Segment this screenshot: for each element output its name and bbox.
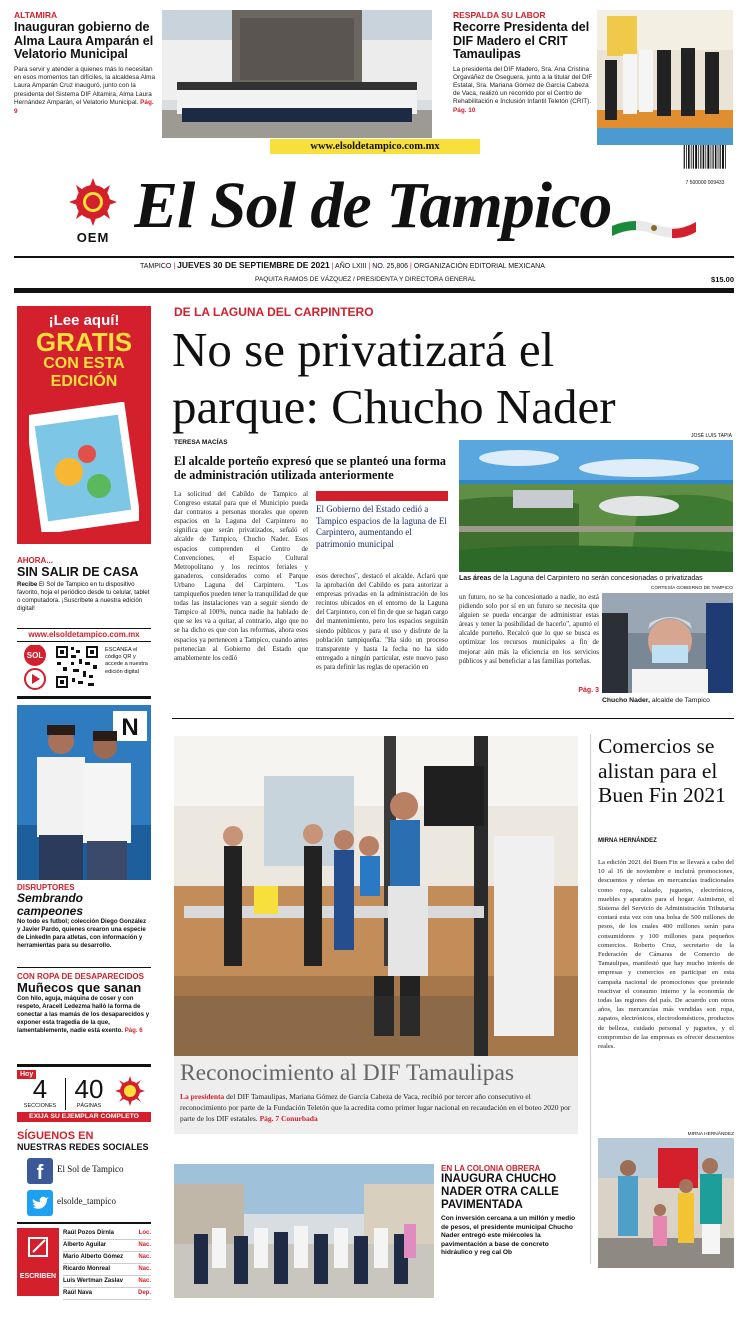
counts-divider [65, 1078, 66, 1110]
sidebar-rule-1 [17, 696, 151, 699]
twitter-row[interactable] [27, 1190, 151, 1216]
lead-column-3 [459, 593, 599, 708]
desaparecidos-body [17, 995, 151, 1035]
social-box [17, 1130, 151, 1222]
laguna-caption-bold: Las áreas [459, 575, 492, 582]
teaser-left[interactable] [14, 10, 156, 140]
pullquote-text: El Gobierno del Estado cedió a Tampico espacios de la laguna de El Carpintero, aumentando el patrimonio municipal [316, 504, 447, 549]
laguna-caption-text: de la Laguna del Carpintero no serán concesionadas o privatizadas [493, 575, 703, 582]
escriben-row[interactable] [63, 1288, 151, 1300]
dateline-city: TAMPICO [140, 263, 172, 270]
teaser-left-body-text: Para servir y atender a quienes más lo necesitan en esos momentos tan difíciles, la alcaldesa Alma Laura Amparán Cruz inauguró, junto con la presidenta del Sistema DIF Altamira, Alma Laura Hernández Amparán, el Velatorio Municipal. [14, 65, 156, 107]
colonia-photo[interactable] [174, 1164, 434, 1298]
dateline-org: ORGANIZACIÓN EDITORIAL MEXICANA [413, 263, 545, 270]
website-banner[interactable]: www.elsoldetampico.com.mx [270, 139, 480, 154]
nader-credit: CORTESÍA GOBIERNO DE TAMPICO [650, 586, 733, 591]
ahora-body [17, 581, 151, 613]
masthead-title[interactable]: El Sol de Tampico [134, 169, 612, 242]
ahora-text: El Sol de Tampico en tu dispositivo favorito, hoja el periódico desde tu celular, tablet o computadora. ¡Suscríbete a nuestra edición digital! [17, 581, 150, 612]
facebook-row[interactable] [27, 1158, 151, 1184]
qr-block[interactable] [17, 643, 151, 693]
comercios-headline[interactable]: Comercios se alistan para el Buen Fin 2021 [598, 734, 726, 807]
dateline-director: PAQUITA RAMOS DE VÁZQUEZ / PRESIDENTA Y DIRECTORA GENERAL [255, 276, 476, 283]
svg-text:f: f [36, 1162, 44, 1184]
colonia-kicker: EN LA COLONIA OBRERA [441, 1164, 541, 1173]
escriben-section: Nac. [138, 1254, 151, 1260]
ahora-bold: Recibe [17, 581, 38, 588]
comercios-photo[interactable] [598, 1138, 734, 1268]
lead-kicker: DE LA LAGUNA DEL CARPINTERO [174, 305, 374, 319]
comercios-byline: MIRNA HERNÁNDEZ [598, 838, 657, 844]
app-icons [21, 645, 49, 691]
lead-headline[interactable] [172, 321, 737, 435]
escriben-list [63, 1228, 151, 1300]
street-photo [174, 1164, 434, 1298]
escriben-name: Alberto Aguilar [63, 1242, 107, 1248]
lead-column-3-page[interactable]: Pág. 3 [578, 687, 599, 694]
ahora-kicker: AHORA... [17, 556, 53, 565]
lead-deck: El alcalde porteño expresó que se planteó una forma de administración utilizada anteriormente [174, 454, 446, 482]
sun-small-icon [115, 1076, 145, 1106]
flag-icon [610, 210, 698, 244]
colonia-body: Con inversión cercana a un millón y medio de pesos, el presidente municipal Chucho Nader entregó este miércoles la pavimentación a base de concreto hidráulico y reg cal Ob [441, 1215, 576, 1257]
comercios-credit: MIRNA HERNÁNDEZ [687, 1132, 734, 1137]
barcode-digits: 7 500000 009433 [685, 180, 725, 186]
barcode-icon [677, 145, 733, 175]
facebook-handle[interactable]: El Sol de Tampico [57, 1164, 124, 1174]
pages-label: PÁGINAS [76, 1103, 102, 1109]
lead-photo-credit: JOSÉ LUIS TAPIA [691, 433, 732, 439]
colonia-block[interactable] [441, 1164, 581, 1298]
twitter-handle[interactable]: elsolde_tampico [57, 1196, 116, 1206]
dif-photo[interactable] [174, 736, 578, 1056]
disruptores-kicker: DISRUPTORES [17, 883, 75, 892]
promo-line2: GRATIS [35, 327, 133, 357]
lead-column-1: La solicitud del Cabildo de Tampico al Congreso estatal para que el Municipio pueda dar contratos a personas morales que operen espacios en la Laguna del Carpintero no significa que serán privatizados, señaló el alcalde de Tampico, Chucho Nader. Esos espacios comprenden el Centro de Convenciones, el Espacio Cultural Metropolitano y los recintos feriales y ganaderos, considerados como el Parque Urbano Laguna del Carpintero. "Los tampiqueños pueden tener la tranquilidad de que todas las instalaciones van a seguir siendo de Tampico al 100%, nunca nadie ha hablado de que se les va a quitar, al contrario, algo que no se ha dicho es que con las reformas, ahora esos espacios ya pertenecen a Tampico, cuando antes pertenecían al Gobierno del Estado que amablemente los cedió [174, 491, 308, 662]
teaser-left-kicker: ALTAMIRA [14, 10, 58, 20]
sidebar-rule-2 [17, 967, 151, 968]
lead-pullquote [316, 491, 448, 550]
ahora-title: SIN SALIR DE CASA [17, 565, 139, 579]
ahora-url[interactable]: www.elsoldetampico.com.mx [17, 628, 151, 642]
oem-label: OEM [76, 230, 110, 245]
desaparecidos-body-text: Con hilo, aguja, máquina de coser y con respeto, Aracell Ledezma halló la forma de conectar a las mamás de los desaparecidos y exponer esta tragedia de la que, lamentablemente, nadie está exento. [17, 995, 150, 1034]
escriben-label: ESCRIBEN [19, 1273, 57, 1280]
escriben-row[interactable] [63, 1276, 151, 1288]
escriben-section: Nac. [138, 1242, 151, 1248]
teaser-right-body [453, 66, 593, 115]
desaparecidos[interactable] [17, 972, 151, 1062]
pen-icon [17, 1228, 59, 1268]
dif-body [180, 1091, 572, 1124]
lead-column-2: esos derechos", destacó el alcalde. Aclaró que la aprobación del Cabildo es para autorizar a empresas privadas en la administración de los recintos ubicados en el entorno de la Laguna del Carpintero, con el fin de que se hagan cargo del mantenimiento, pero los espacios seguirán siendo públicos y para el uso y disfrute de la población tampiqueña. "Ha sido un proceso transparente y hasta la fecha no ha sido entregado a ningún particular, este nuevo paso es para definir las reglas de operación en [316, 573, 448, 671]
teaser-right-kicker: RESPALDA SU LABOR [453, 10, 546, 20]
portrait-photo [602, 593, 733, 693]
escriben-section: Nac. [138, 1266, 151, 1272]
escriben-name: Luis Wertman Zaslav [63, 1278, 123, 1284]
escriben-box [17, 1228, 151, 1296]
dif-lead-bold: La presidenta [180, 1092, 225, 1101]
teaser-left-body [14, 66, 156, 116]
disruptores[interactable] [17, 883, 151, 963]
rehab-photo [174, 736, 578, 1056]
escriben-name: Raúl Nava [63, 1290, 93, 1296]
dateline-date: JUEVES 30 DE SEPTIEMBRE DE 2021 [177, 260, 330, 270]
nader-photo[interactable] [602, 593, 733, 693]
escriben-row[interactable] [63, 1240, 151, 1252]
teaser-right-body-text: La presidenta del DIF Madero, Sra. Ana Cristina Orgaváñez de Oseguera, junto a la titular del DIF Estatal, Sra. Mariana Gómez de García Cabeza de Vaca, realizó un recorrido por el Centro de Rehabilitación e Inclusión Infantil Teletón (CRIT). [453, 65, 593, 106]
escriben-name: Mario Alberto Gómez [63, 1254, 124, 1260]
dateline-price: $15.00 [711, 275, 734, 284]
svg-text:N: N [121, 714, 139, 741]
oem-logo[interactable] [64, 176, 122, 246]
teaser-right-photo[interactable] [597, 10, 733, 145]
dateline-year: AÑO LXIII [335, 263, 367, 270]
ahora-box[interactable] [17, 556, 151, 638]
edition-counts [17, 1070, 151, 1124]
pages-count: 40 [74, 1074, 104, 1104]
escriben-section: Loc. [138, 1230, 151, 1236]
nader-caption [602, 696, 733, 705]
escriben-row[interactable] [63, 1228, 151, 1240]
escriben-section: Dep. [137, 1290, 151, 1296]
sidebar-rule-3 [17, 1064, 151, 1067]
lead-rule-bottom [172, 718, 734, 719]
dif-page[interactable]: Pág. 7 Conurbada [259, 1114, 318, 1123]
mexico-flag [610, 210, 698, 244]
facebook-icon [27, 1158, 53, 1184]
svg-text:SOL: SOL [26, 651, 44, 660]
qr-text: ESCANEA el código QR y accede a nuestra edición digital [105, 647, 148, 675]
lead-headline-line2: parque: Chucho Nader [172, 379, 616, 434]
dateline-rule-bottom [14, 288, 734, 293]
teaser-left-title[interactable]: Inauguran gobierno de Alma Laura Amparán el Velatorio Municipal [14, 20, 154, 61]
dateline: TAMPICO | JUEVES 30 DE SEPTIEMBRE DE 2021 | AÑO LXIII | NO. 25,806 | ORGANIZACIÓN EDITORIAL MEXICANA [140, 260, 545, 270]
sections-count: 4 [32, 1074, 48, 1104]
sections-label: SECCIONES [23, 1103, 57, 1109]
athletes-photo [17, 705, 151, 880]
comercios-body: La edición 2021 del Buen Fin se llevará a cabo del 10 al 16 de noviembre e incluirá promociones, descuentos y ofertas en mercancías tradicionales como ropa, calzado, juguetes, electrónicos, muebles y aparatos para el hogar. Asimismo, el Sistema del Servicio de Administración Tributaria contará esta vez con una bolsa de 500 millones de pesos, de los cuales 400 millones serán para consumidores y 100 millones para pequeños comercios. Roberto Cruz, secretario de la Federación de Cámaras de Comercio de Tamaulipas, manifestó que hay mucho interés de empresas y comercios en participar en esta campaña nacional de promociones que pretende reactivar el consumo interno y la economía de todas las regiones del país. De acuerdo con otros años, las mercancías más vendidas son ropa, zapatos, electrónicos, electrodomésticos, productos de belleza, cuidado personal y juguetes, y el compromiso de las empresas es ofrecer descuentos reales. [598, 859, 734, 1051]
disruptores-photo[interactable] [17, 705, 151, 880]
desaparecidos-page[interactable]: Pág. 6 [124, 1026, 143, 1034]
aerial-photo [459, 440, 733, 572]
barcode [677, 145, 733, 186]
dateline-rule-top [14, 256, 734, 258]
laguna-caption [459, 574, 735, 583]
desaparecidos-kicker: CON ROPA DE DESAPARECIDOS [17, 972, 144, 981]
teaser-right-page[interactable]: Pág. 10 [453, 106, 476, 114]
qr-code-icon [55, 645, 99, 689]
nader-caption-bold: Chucho Nader, [602, 697, 650, 704]
escriben-badge [17, 1228, 59, 1296]
escriben-row[interactable] [63, 1264, 151, 1276]
dif-body-text: del DIF Tamaulipas, Mariana Gómez de García Cabeza de Vaca, recibió por tercer año consecutivo el reconocimiento por parte de la Fundación Teletón que la acredita como primer lugar nacional en recaudación en el boteo 2020 por parte de los DIF estatales. [180, 1092, 571, 1123]
twitter-icon [27, 1190, 53, 1216]
social-title2: NUESTRAS REDES SOCIALES [17, 1142, 149, 1152]
sidebar-rule-4 [17, 1222, 151, 1224]
disruptores-body: No todo es futbol; colección Diego González y Javier Pardo, quienes crearon una especie de LinkedIn para atletas, con información y herramientas para su desarrollo. [17, 918, 146, 949]
hoy-label: Hoy [17, 1070, 36, 1079]
nader-caption-text: alcalde de Tampico [651, 697, 710, 704]
escriben-name: Raúl Pozos Dirnla [63, 1230, 115, 1236]
crit-photo [597, 10, 733, 145]
promo-line1: ¡Lee aquí! [48, 312, 120, 329]
escriben-row[interactable] [63, 1252, 151, 1264]
lead-column-3-text: un futuro, no se ha concesionado a nadie, no está pidiendo solo por sí en un futuro se necesita que alguien se pueda encargar de administrar estas áreas y tener la posibilidad de hacerlo", apuntó el alcalde porteño. Recalcó que lo que se busca es optimizar los recursos municipales a fin de mejorar aún más la eficiencia en los servicios públicos y así beneficiar a las familias porteñas. [459, 594, 599, 665]
book-cover-icon [29, 402, 139, 532]
promo-line3: CON ESTA [43, 355, 125, 372]
laguna-aerial-photo[interactable] [459, 440, 733, 572]
social-title1: SÍGUENOS EN [17, 1130, 94, 1142]
lead-byline: TERESA MACÍAS [174, 439, 228, 446]
teaser-left-page[interactable]: Pág. 9 [14, 99, 154, 115]
disruptores-title: Sembrando campeones [17, 891, 84, 918]
counts-footer: EXIJA SU EJEMPLAR COMPLETO [17, 1112, 151, 1122]
teaser-right[interactable] [453, 10, 593, 140]
dateline-number: NO. 25,806 [372, 263, 409, 270]
shoppers-photo [598, 1138, 734, 1268]
velatorio-photo [162, 10, 432, 138]
promo-box[interactable] [17, 306, 151, 544]
promo-line4: EDICIÓN [50, 373, 118, 390]
teaser-left-photo[interactable] [162, 10, 432, 138]
escriben-name: Ricardo Monreal [63, 1266, 111, 1272]
lead-headline-line1: No se privatizará el [172, 322, 555, 377]
desaparecidos-title: Muñecos que sanan [17, 980, 142, 995]
page-rule-right [590, 734, 591, 1264]
dif-headline[interactable]: Reconocimiento al DIF Tamaulipas [180, 1060, 515, 1086]
colonia-title: INAUGURA CHUCHO NADER OTRA CALLE PAVIMENTADA [441, 1173, 559, 1211]
escriben-section: Nac. [138, 1278, 151, 1284]
teaser-right-title[interactable]: Recorre Presidenta del DIF Madero el CRIT Tamaulipas [453, 20, 590, 61]
